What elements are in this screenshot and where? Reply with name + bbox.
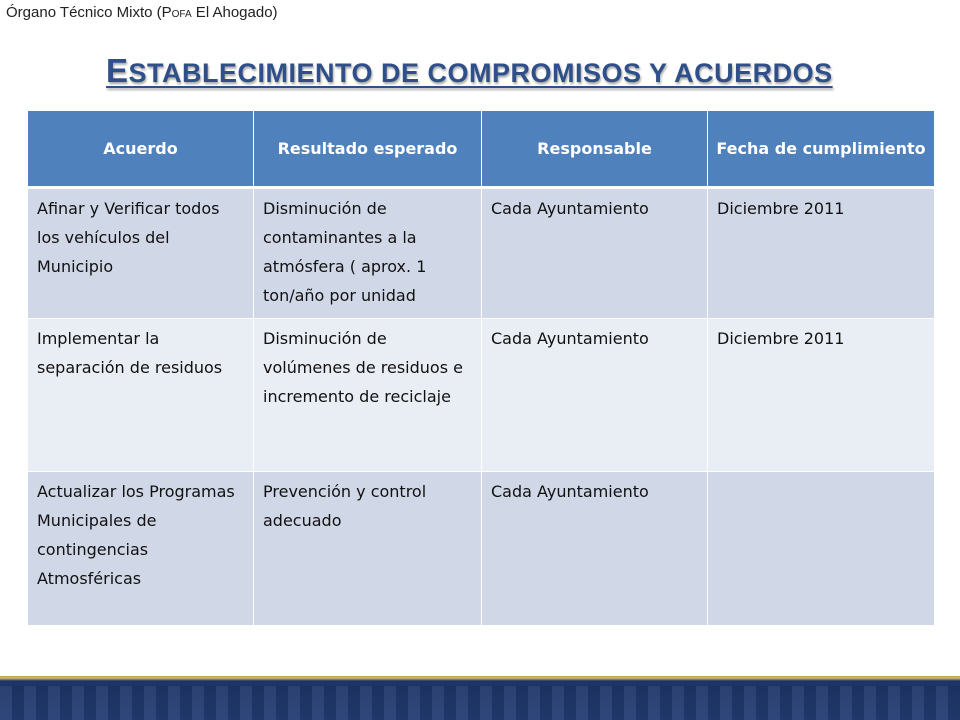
- table-row: [28, 472, 935, 626]
- slide-title-rest: STABLECIMIENTO DE COMPROMISOS Y ACUERDOS: [128, 58, 833, 88]
- agreements-table: [27, 110, 935, 626]
- footer-decorative-band: [0, 676, 960, 720]
- table-row: [28, 319, 935, 472]
- cell-resultado: Prevención y control adecuado: [254, 472, 482, 626]
- column-header-resultado: Resultado esperado: [254, 111, 482, 188]
- org-suffix: El Ahogado): [191, 4, 278, 21]
- header-organization-label: [6, 4, 278, 21]
- cell-fecha: Diciembre 2011: [708, 188, 935, 319]
- cell-resultado: Disminución de contaminantes a la atmósfera ( aprox. 1 ton/año por unidad: [254, 188, 482, 319]
- table-row: [28, 188, 935, 319]
- table-header-row: [28, 111, 935, 188]
- cell-responsable: Cada Ayuntamiento: [482, 472, 708, 626]
- column-header-acuerdo: Acuerdo: [28, 111, 254, 188]
- cell-acuerdo: Afinar y Verificar todos los vehículos del Municipio: [28, 188, 254, 319]
- cell-acuerdo: Actualizar los Programas Municipales de contingencias Atmosféricas: [28, 472, 254, 626]
- org-small-caps: OFA: [171, 9, 192, 20]
- cell-responsable: Cada Ayuntamiento: [482, 188, 708, 319]
- cell-responsable: Cada Ayuntamiento: [482, 319, 708, 472]
- slide-title: [106, 52, 833, 90]
- slide-title-initial: E: [106, 52, 129, 89]
- cell-fecha: [708, 472, 935, 626]
- cell-fecha: Diciembre 2011: [708, 319, 935, 472]
- cell-acuerdo: Implementar la separación de residuos: [28, 319, 254, 472]
- column-header-fecha: Fecha de cumplimiento: [708, 111, 935, 188]
- footer-pattern: [0, 686, 960, 720]
- cell-resultado: Disminución de volúmenes de residuos e incremento de reciclaje: [254, 319, 482, 472]
- column-header-responsable: Responsable: [482, 111, 708, 188]
- org-prefix: Órgano Técnico Mixto (P: [6, 4, 172, 21]
